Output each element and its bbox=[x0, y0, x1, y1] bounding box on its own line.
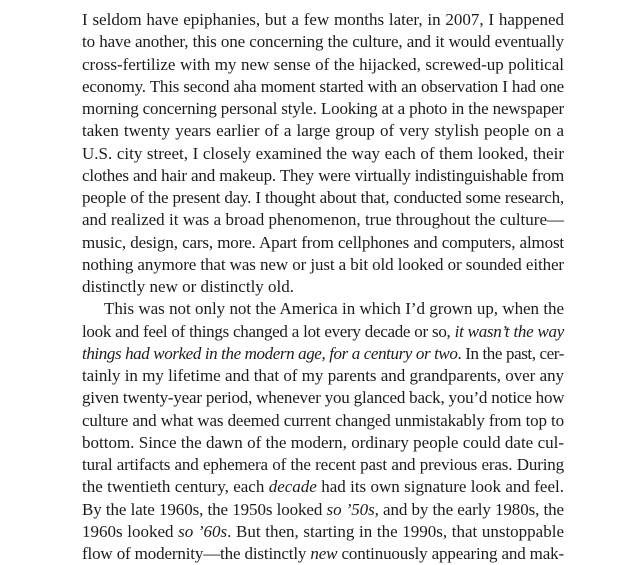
text-line bbox=[82, 298, 564, 320]
text-run: I seldom have epiphanies, but a few months later, in 2007, I happened bbox=[82, 10, 564, 29]
text-line bbox=[82, 521, 564, 543]
text-run: continuously appearing and mak- bbox=[337, 544, 565, 563]
text-run: 1960s looked bbox=[82, 521, 179, 541]
italic-text: decade bbox=[268, 477, 317, 497]
text-run: tural artifacts and ephemera of the recent past and previous eras. During bbox=[82, 455, 564, 474]
text-line bbox=[82, 232, 564, 254]
text-run: taken twenty years earlier of a large group of very stylish people on a bbox=[82, 121, 564, 141]
text-run: had its own signature look and feel. bbox=[316, 477, 564, 497]
text-run: music, design, cars, more. Apart from cellphones and computers, almost bbox=[82, 232, 564, 252]
text-line bbox=[82, 9, 564, 31]
text-line bbox=[82, 365, 564, 387]
text-run: culture and what was deemed current changed unmistakably from top to bbox=[82, 410, 564, 430]
text-run: and realized it was a broad phenomenon, true throughout the culture— bbox=[82, 210, 564, 230]
text-run: tainly in my lifetime and that of my parents and grandparents, over any bbox=[82, 366, 564, 385]
text-run: cross-fertilize with my new sense of the hijacked, screwed-up political bbox=[82, 54, 564, 74]
text-run: . In the past, cer- bbox=[457, 343, 564, 363]
text-run: economy. This second aha moment started with an observation I had one bbox=[82, 76, 564, 96]
text-line bbox=[82, 276, 564, 298]
text-line bbox=[82, 76, 564, 98]
text-line bbox=[82, 321, 564, 343]
body-text bbox=[82, 9, 564, 565]
italic-text: so ’60s bbox=[178, 521, 228, 541]
italic-text: so ’50s bbox=[326, 499, 375, 519]
text-run: bottom. Since the dawn of the modern, ordinary people could date cul- bbox=[82, 432, 564, 452]
text-line bbox=[82, 387, 564, 409]
text-run: flow of modernity—the distinctly bbox=[82, 544, 311, 563]
text-line bbox=[82, 454, 564, 476]
text-line bbox=[82, 187, 564, 209]
text-line bbox=[82, 499, 564, 521]
text-run: given twenty-year period, whenever you glanced back, you’d notice how bbox=[82, 388, 565, 408]
text-line bbox=[82, 143, 564, 165]
italic-text: new bbox=[310, 544, 338, 563]
text-line bbox=[82, 410, 564, 432]
text-line bbox=[82, 343, 564, 365]
text-line bbox=[82, 54, 564, 76]
text-line bbox=[82, 120, 564, 142]
text-run: U.S. city street, I closely examined the way each of them looked, their bbox=[82, 143, 564, 163]
text-run: . But then, starting in the 1990s, that unstoppable bbox=[227, 521, 564, 541]
text-line bbox=[82, 165, 564, 187]
text-line bbox=[82, 31, 564, 53]
text-line bbox=[82, 476, 564, 498]
text-run: to have another, this one concerning the culture, and it would eventually bbox=[82, 32, 564, 52]
italic-text: it wasn’t the way bbox=[454, 321, 564, 341]
text-run: morning concerning personal style. Looking at a photo in the newspaper bbox=[82, 99, 564, 118]
text-line bbox=[82, 432, 564, 454]
text-line bbox=[82, 209, 564, 231]
italic-text: things had worked in the modern age, for a century or two bbox=[82, 343, 458, 363]
text-run: This was not only not the America in which I’d grown up, when the bbox=[104, 299, 564, 319]
text-run: clothes and hair and makeup. They were virtually indistinguishable from bbox=[82, 165, 564, 185]
text-run: look and feel of things changed a lot every decade or so, bbox=[82, 321, 455, 341]
text-line bbox=[82, 254, 564, 276]
text-run: the twentieth century, each bbox=[82, 477, 269, 497]
text-run: nothing anymore that was new or just a bit old looked or sounded either bbox=[82, 254, 564, 274]
text-line bbox=[82, 98, 564, 120]
text-run: , and by the early 1980s, the bbox=[374, 499, 564, 519]
text-run: people of the present day. I thought about that, conducted some research, bbox=[82, 188, 564, 207]
text-run: By the late 1960s, the 1950s looked bbox=[82, 499, 327, 519]
text-run: distinctly new or distinctly old. bbox=[82, 277, 295, 296]
